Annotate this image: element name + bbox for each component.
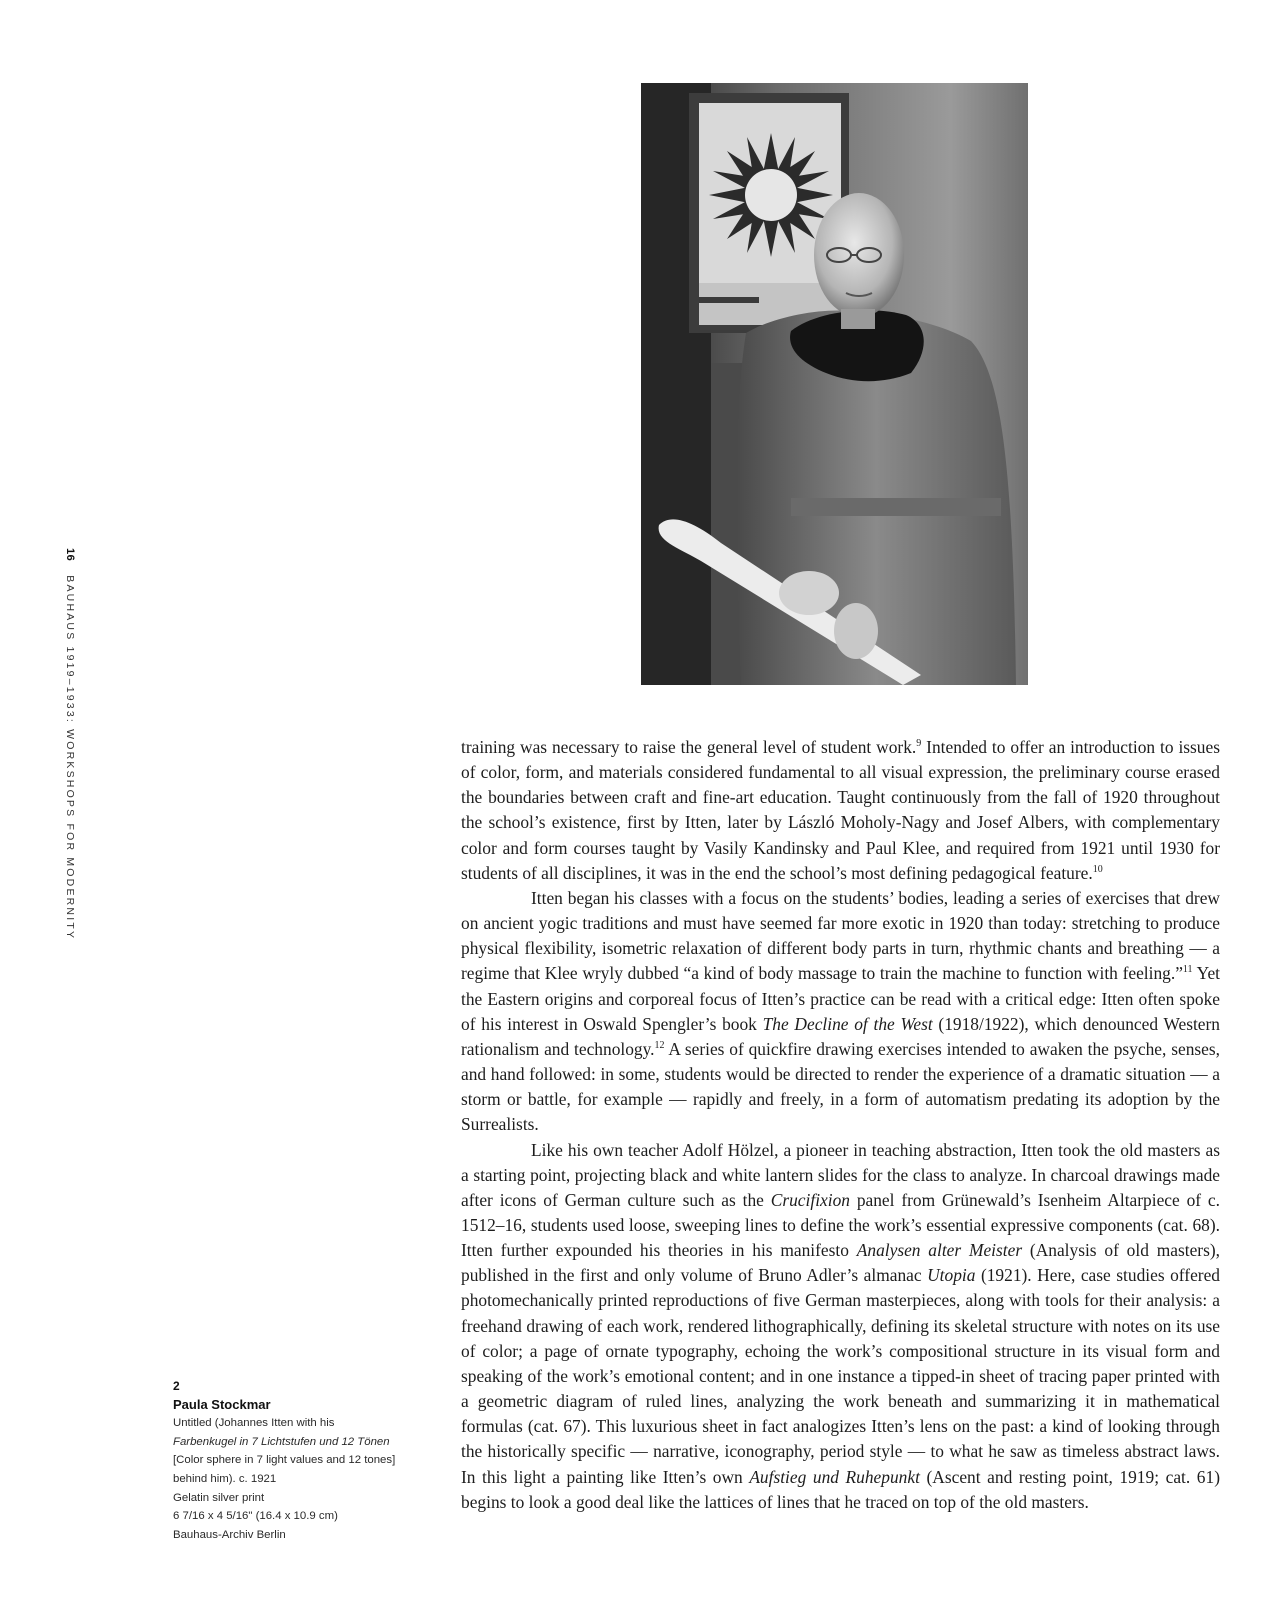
text-run: (Ascent and resting point, 1919; cat. 61) begins to look a good deal like the lattices of lines that he traced on top of the old masters.	[461, 1466, 1220, 1512]
article-body	[461, 735, 1220, 1515]
footnote-ref: 11	[1182, 964, 1193, 976]
footnote-ref: 12	[654, 1040, 665, 1052]
footnote-ref: 10	[1092, 863, 1103, 875]
footnote-ref: 9	[916, 738, 922, 750]
book-title: Utopia	[927, 1265, 976, 1286]
text-run: training was necessary to raise the general level of student work.	[461, 737, 917, 757]
text-run: Yet the Eastern origins and corporeal focus of Itten’s practice can be read with a critical edge: Itten often spoke of his interest in Oswald Spengler’s book	[461, 963, 1220, 1034]
figure-number: 2	[173, 1379, 180, 1393]
book-title: The Decline of the West	[762, 1013, 933, 1034]
caption-medium: Gelatin silver print	[173, 1491, 265, 1504]
caption-title-line: Untitled (Johannes Itten with his	[173, 1417, 335, 1430]
text-run: A series of quickfire drawing exercises intended to awaken the psyche, senses, and hand followed: in some, students would be directed to render the experience of a dramatic situation — a storm or battle, for example — rapidly and freely, in a form of automatism predating its adoption by the Surrealists.	[461, 1038, 1220, 1135]
text-run: (1918/1922), which denounced Western rationalism and technology.	[461, 1013, 1221, 1059]
caption-collection: Bauhaus-Archiv Berlin	[173, 1528, 286, 1541]
caption-title-line: [Color sphere in 7 light values and 12 tones]	[173, 1454, 396, 1467]
artwork-title: Crucifixion	[770, 1189, 850, 1210]
page-number: 16	[64, 548, 76, 562]
caption-artist: Paula Stockmar	[173, 1396, 271, 1412]
running-head-title: BAUHAUS 1919–1933: WORKSHOPS FOR MODERNITY	[64, 575, 76, 941]
figure-caption	[173, 1377, 423, 1544]
paragraph-3	[461, 1138, 1220, 1515]
photograph	[641, 83, 1028, 685]
book-title: Analysen alter Meister	[856, 1240, 1023, 1261]
text-run: (1921). Here, case studies offered photomechanically printed reproductions of five German masterpieces, along with tools for their analysis: a freehand drawing of each work, rendered lithographically, defining its skeletal structure with notes on its use of color; a page of ornate typography, echoing the work’s compositional structure in its visual form and speaking of the work’s emotional content; and in one instance a tipped-in sheet of tracing paper printed with a geometric diagram of ruled lines, analyzing the work beneath and summarizing it in mathematical formulas (cat. 67). This luxurious sheet in fact analogizes Itten’s lens on the past: a kind of looking through the historically specific — narrative, iconography, period style — to what he saw as timeless abstract laws. In this light a painting like Itten’s own	[461, 1265, 1220, 1487]
text-run: Intended to offer an introduction to issues of color, form, and materials considered fundamental to all visual expression, the preliminary course erased the boundaries between craft and fine-art education. Taught continuously from the fall of 1920 throughout the school’s existence, first by Itten, later by László Moholy-Nagy and Josef Albers, with complementary color and form courses taught by Vasily Kandinsky and Paul Klee, and required from 1921 until 1930 for students of all disciplines, it was in the end the school’s most defining pedagogical feature.	[461, 737, 1220, 883]
caption-title-line	[173, 1433, 423, 1452]
paragraph-2	[461, 886, 1220, 1138]
caption-italic-title: Farbenkugel in 7 Lichtstufen und 12 Tönen	[173, 1435, 390, 1448]
caption-title-line: behind him). c. 1921	[173, 1472, 277, 1485]
text-run: (Analysis of old masters), published in the first and only volume of Bruno Adler’s almanac	[461, 1240, 1220, 1286]
caption-dimensions: 6 7/16 x 4 5/16" (16.4 x 10.9 cm)	[173, 1510, 338, 1523]
text-run: Itten began his classes with a focus on the students’ bodies, leading a series of exercises that drew on ancient yogic traditions and must have seemed far more exotic in 1920 than today: stretching to produce physical flexibility, isometric relaxation of different body parts in turn, rhythmic chants and breathing — a regime that Klee wryly dubbed “a kind of body massage to train the machine to function with feeling.”	[461, 887, 1220, 984]
text-run: panel from Grünewald’s Isenheim Altarpiece of c. 1512–16, students used loose, sweeping lines to define the work’s essential expressive components (cat. 68). Itten further expounded his theories in his manifesto	[461, 1189, 1220, 1261]
running-head	[64, 548, 76, 941]
paragraph-1	[461, 735, 1220, 886]
text-run: Like his own teacher Adolf Hölzel, a pioneer in teaching abstraction, Itten took the old masters as a starting point, projecting black and white lantern slides for the class to analyze. In charcoal drawings made after icons of German culture such as the	[461, 1139, 1220, 1210]
artwork-title: Aufstieg und Ruhepunkt	[749, 1466, 920, 1487]
photograph-icon	[641, 83, 1028, 685]
